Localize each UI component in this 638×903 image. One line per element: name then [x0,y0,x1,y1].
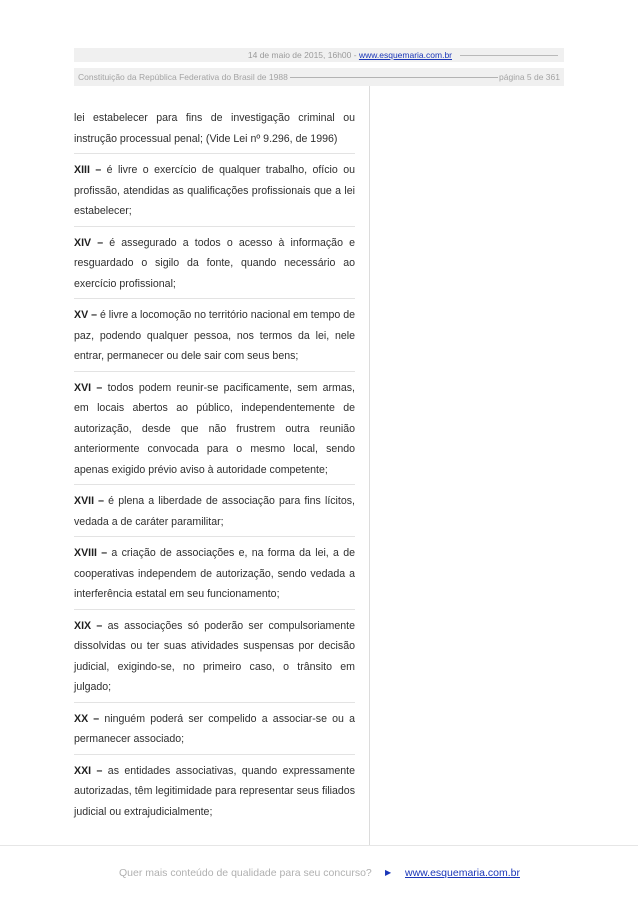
paragraph-text: lei estabelecer para fins de investigação criminal ou instrução processual penal; (Vide Lei nº 9.296, de 1996) [74,112,355,145]
document-body [74,108,355,832]
paragraph-number: XX – [74,712,105,725]
paragraph [74,108,355,154]
page-footer [0,867,638,881]
document-header [74,68,564,86]
paragraph-text: é livre o exercício de qualquer trabalho, ofício ou profissão, atendidas as qualificações profissionais que a lei estabelecer; [74,164,355,217]
paragraph-number: XVIII – [74,547,112,559]
paragraph [74,543,355,610]
footer-site-link[interactable]: www.esquemaria.com.br [405,867,520,879]
paragraph [74,378,355,486]
paragraph [74,160,355,227]
paragraph [74,305,355,372]
column-divider [369,86,370,846]
paragraph-text: ninguém poderá ser compelido a associar-se ou a permanecer associado; [74,712,355,745]
footer-divider [0,845,638,846]
play-arrow-icon: ▶ [385,868,392,877]
paragraph-number: XVII – [74,495,109,507]
page-number: página 5 de 361 [499,72,560,82]
footer-promo-text: Quer mais conteúdo de qualidade para seu concurso? [119,867,372,879]
paragraph-text: é plena a liberdade de associação para fins lícitos, vedada a de caráter paramilitar; [74,495,355,528]
meta-divider [460,55,558,56]
paragraph-number: XVI – [74,381,108,394]
paragraph [74,761,355,827]
paragraph-text: é livre a locomoção no território nacional em tempo de paz, podendo qualquer pessoa, nos termos da lei, nele entrar, permanecer ou dele sair com seus bens; [74,309,355,362]
document-title: Constituição da República Federativa do Brasil de 1988 [78,72,288,82]
paragraph-number: XV – [74,309,100,321]
paragraph-number: XIII – [74,164,107,176]
paragraph [74,491,355,537]
paragraph-number: XXI – [74,764,108,777]
paragraph-text: as entidades associativas, quando expressamente autorizadas, têm legitimidade para representar seus filiados judicial ou extrajudicialmente; [74,764,355,818]
paragraph [74,616,355,703]
publish-datetime: 14 de maio de 2015, 16h00 - [247,50,359,60]
paragraph-text: a criação de associações e, na forma da lei, a de cooperativas independem de autorização, sendo vedada a interferência estatal em seu funcionamento; [74,547,355,600]
header-divider [290,77,498,78]
paragraph-number: XIX – [74,619,108,632]
top-meta-bar [74,48,564,62]
paragraph-text: as associações só poderão ser compulsoriamente dissolvidas ou ter suas atividades suspensas por decisão judicial, exigindo-se, no primeiro caso, o trânsito em julgado; [74,619,356,693]
paragraph-number: XIV – [74,236,110,249]
paragraph-text: todos podem reunir-se pacificamente, sem armas, em locais abertos ao público, independentemente de autorização, desde que não frustrem outra reunião anteriormente convocada para o mesmo local, sendo apenas exigido prévio aviso à autoridade competente; [74,381,355,476]
paragraph-text: é assegurado a todos o acesso à informação e resguardado o sigilo da fonte, quando necessário ao exercício profissional; [74,236,355,290]
top-site-link[interactable]: www.esquemaria.com.br [358,50,452,60]
publish-info [248,50,452,60]
paragraph [74,233,355,300]
paragraph [74,709,355,755]
